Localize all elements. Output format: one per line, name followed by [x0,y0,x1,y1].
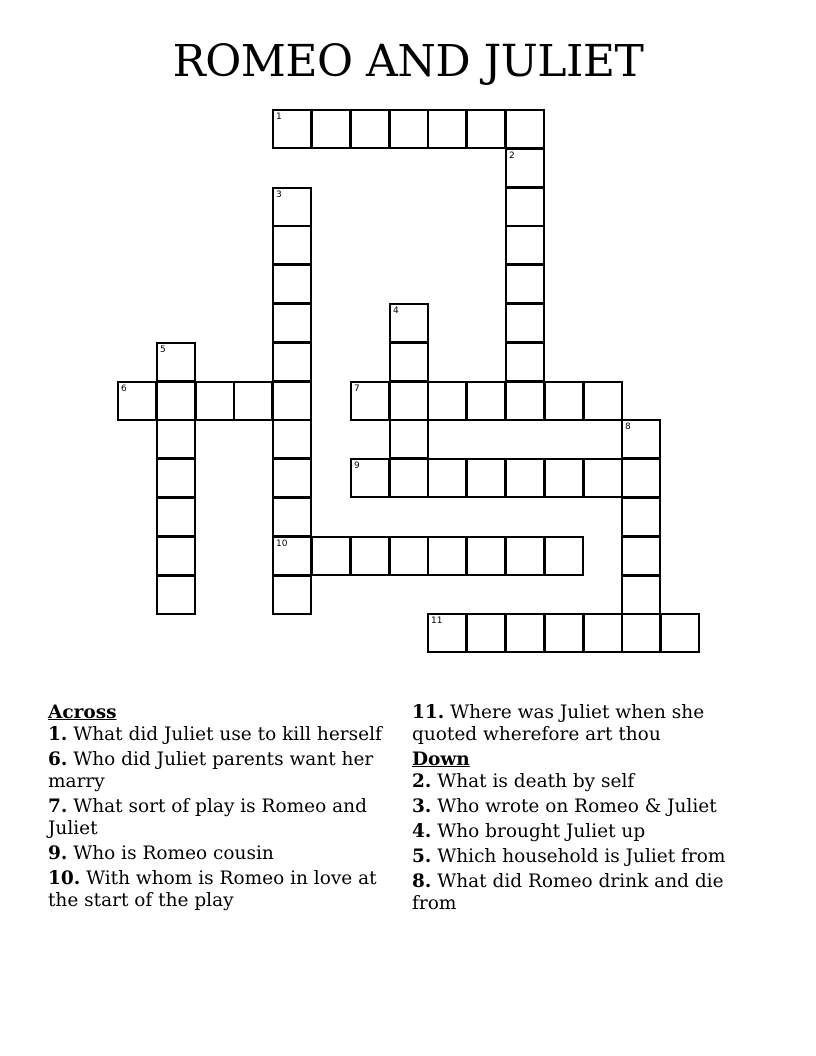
grid-cell[interactable] [389,342,429,382]
cell-number: 8 [625,422,631,432]
grid-cell[interactable] [544,613,584,653]
clue-across-6 [48,749,388,793]
grid-cell[interactable] [389,303,429,343]
clue-across-11 [412,702,757,746]
grid-cell[interactable] [272,303,312,343]
cell-number: 1 [276,112,282,122]
clue-number: 10. [48,868,81,889]
grid-cell[interactable] [621,613,661,653]
clues-column-right [412,702,757,918]
grid-cell[interactable] [544,536,584,576]
grid-cell[interactable] [505,187,545,227]
grid-cell[interactable] [505,342,545,382]
grid-cell[interactable] [621,575,661,615]
clue-text: With whom is Romeo in love at the start of the play [48,868,377,911]
cell-number: 2 [509,151,515,161]
grid-cell[interactable] [350,536,390,576]
clue-number: 4. [412,821,432,842]
clue-text: Who did Juliet parents want her marry [48,749,374,792]
grid-cell[interactable] [427,536,467,576]
grid-cell[interactable] [311,109,351,149]
grid-cell[interactable] [466,381,506,421]
grid-cell[interactable] [350,381,390,421]
grid-cell[interactable] [156,381,196,421]
grid-cell[interactable] [195,381,235,421]
cell-number: 11 [431,616,443,626]
clue-text: Who is Romeo cousin [73,843,274,864]
across-heading: Across [48,702,117,723]
grid-cell[interactable] [660,613,700,653]
grid-cell[interactable] [505,381,545,421]
grid-cell[interactable] [505,303,545,343]
grid-cell[interactable] [117,381,157,421]
clue-text: What is death by self [437,771,635,792]
clue-down-4 [412,821,757,843]
clue-number: 7. [48,796,68,817]
cell-number: 4 [393,306,399,316]
clue-number: 5. [412,846,432,867]
clue-number: 11. [412,702,445,723]
clues-column-left [48,702,388,915]
clue-down-2 [412,771,757,793]
clue-across-1 [48,724,388,746]
clue-across-10 [48,868,388,912]
cell-number: 3 [276,190,282,200]
grid-cell[interactable] [621,458,661,498]
clue-down-5 [412,846,757,868]
clue-text: Who brought Juliet up [437,821,646,842]
clue-number: 8. [412,871,432,892]
clue-number: 1. [48,724,68,745]
clue-text: Where was Juliet when she quoted wherefore art thou [412,702,705,745]
cell-number: 6 [121,384,127,394]
grid-cell[interactable] [621,419,661,459]
clue-down-8 [412,871,757,915]
grid-cell[interactable] [156,536,196,576]
puzzle-title: ROMEO AND JULIET [172,36,644,87]
grid-cell[interactable] [272,497,312,537]
grid-cell[interactable] [466,536,506,576]
grid-cell[interactable] [272,419,312,459]
clue-down-3 [412,796,757,818]
clue-text: Which household is Juliet from [437,846,726,867]
grid-cell[interactable] [350,458,390,498]
clue-across-9 [48,843,388,865]
clue-number: 9. [48,843,68,864]
clue-text: What sort of play is Romeo and Juliet [48,796,367,839]
grid-cell[interactable] [272,264,312,304]
grid-cell[interactable] [505,613,545,653]
grid-cell[interactable] [621,497,661,537]
grid-cell[interactable] [505,536,545,576]
grid-cell[interactable] [389,419,429,459]
grid-cell[interactable] [389,458,429,498]
grid-cell[interactable] [505,109,545,149]
grid-cell[interactable] [505,264,545,304]
grid-cell[interactable] [272,342,312,382]
grid-cell[interactable] [466,109,506,149]
grid-cell[interactable] [311,536,351,576]
grid-cell[interactable] [156,458,196,498]
grid-cell[interactable] [272,381,312,421]
grid-cell[interactable] [156,419,196,459]
grid-cell[interactable] [544,381,584,421]
grid-cell[interactable] [156,342,196,382]
cell-number: 10 [276,539,288,549]
grid-cell[interactable] [427,458,467,498]
grid-cell[interactable] [544,458,584,498]
cell-number: 5 [160,345,166,355]
grid-cell[interactable] [389,536,429,576]
grid-cell[interactable] [389,109,429,149]
grid-cell[interactable] [583,381,623,421]
grid-cell[interactable] [583,613,623,653]
grid-cell[interactable] [427,613,467,653]
grid-cell[interactable] [505,458,545,498]
grid-cell[interactable] [466,613,506,653]
grid-cell[interactable] [272,458,312,498]
grid-cell[interactable] [272,536,312,576]
clue-text: What did Romeo drink and die from [412,871,724,914]
clue-number: 6. [48,749,68,770]
grid-cell[interactable] [272,187,312,227]
grid-cell[interactable] [272,575,312,615]
grid-cell[interactable] [272,109,312,149]
grid-cell[interactable] [427,109,467,149]
grid-cell[interactable] [156,497,196,537]
grid-cell[interactable] [466,458,506,498]
clue-number: 2. [412,771,432,792]
down-heading: Down [412,749,470,770]
grid-cell[interactable] [505,148,545,188]
grid-cell[interactable] [621,536,661,576]
clue-across-7 [48,796,388,840]
grid-cell[interactable] [272,225,312,265]
grid-cell[interactable] [156,575,196,615]
grid-cell[interactable] [350,109,390,149]
clue-number: 3. [412,796,432,817]
clue-text: What did Juliet use to kill herself [73,724,382,745]
grid-cell[interactable] [389,381,429,421]
grid-cell[interactable] [233,381,273,421]
cell-number: 9 [354,461,360,471]
cell-number: 7 [354,384,360,394]
grid-cell[interactable] [427,381,467,421]
clue-text: Who wrote on Romeo & Juliet [437,796,717,817]
grid-cell[interactable] [583,458,623,498]
grid-cell[interactable] [505,225,545,265]
